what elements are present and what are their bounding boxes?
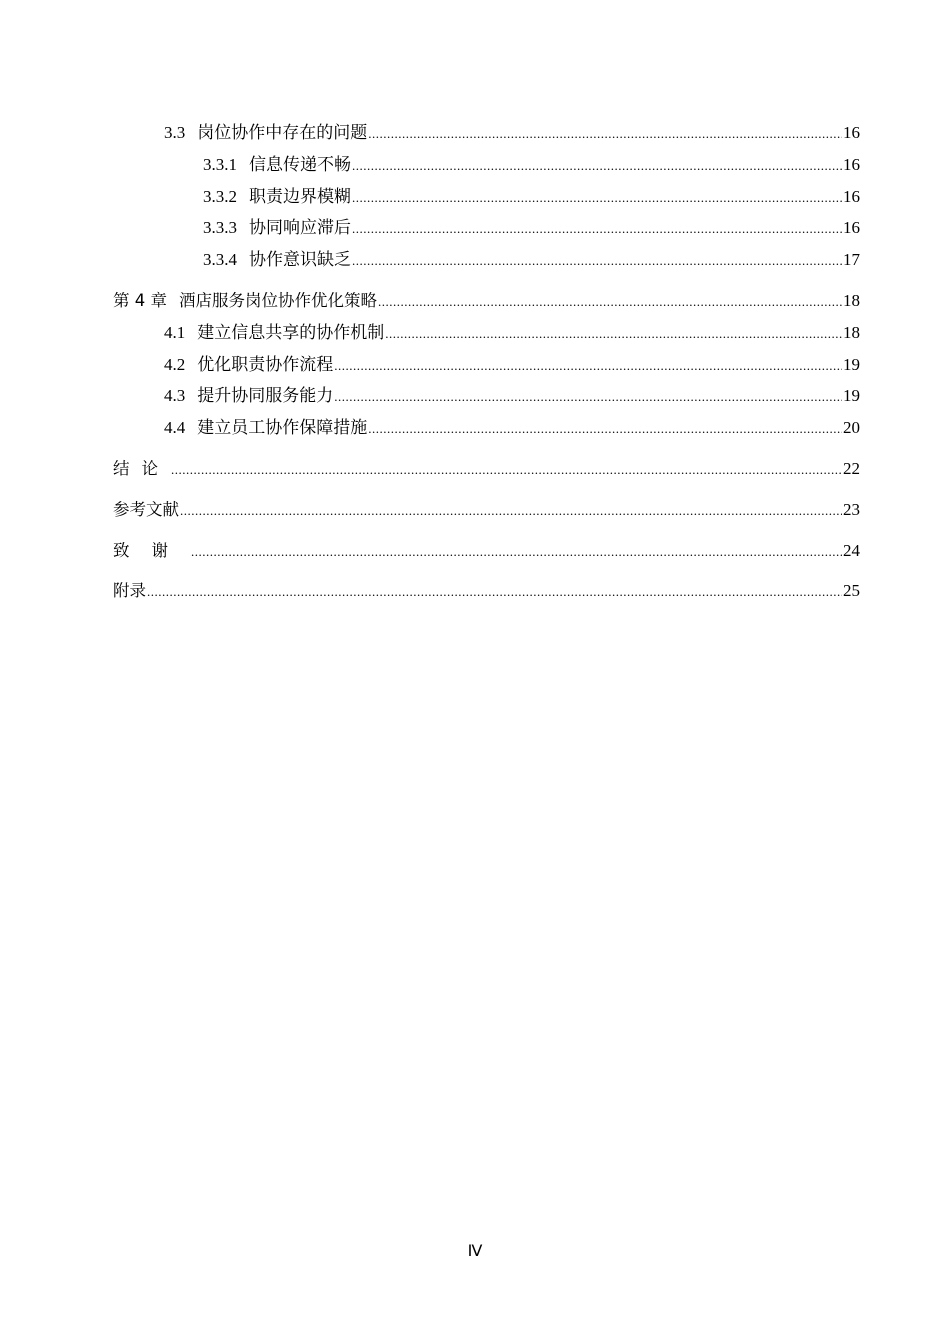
toc-dot-leader	[352, 182, 842, 214]
toc-dot-leader	[352, 245, 842, 277]
toc-entry-title: 协作意识缺乏	[249, 250, 351, 270]
toc-entry-number: 4.1	[164, 322, 186, 342]
toc-dot-leader	[385, 318, 842, 350]
toc-entry-title: 建立信息共享的协作机制	[197, 322, 385, 342]
toc-entry-title: 建立员工协作保障措施	[197, 418, 368, 438]
toc-entry-page: 18	[843, 290, 860, 310]
toc-entry-title: 致谢	[113, 540, 190, 560]
toc-entry-number: 第 4 章	[113, 290, 167, 310]
toc-entry-title: 结论	[113, 458, 170, 478]
toc-entry-title: 优化职责协作流程	[197, 354, 334, 374]
toc-dot-leader	[171, 454, 842, 486]
toc-entry-page: 18	[843, 322, 860, 342]
toc-entry-page: 16	[843, 154, 860, 174]
toc-entry-4-1	[113, 317, 860, 349]
toc-dot-leader	[180, 495, 842, 527]
toc-dot-leader	[334, 350, 842, 382]
toc-entry-3-3-4	[113, 244, 860, 276]
toc-entry-page: 16	[843, 218, 860, 238]
toc-entry-number: 3.3	[164, 123, 186, 142]
toc-entry-title: 信息传递不畅	[249, 154, 351, 174]
toc-entry-title: 酒店服务岗位协作优化策略	[179, 290, 377, 310]
toc-entry-3-3-3	[113, 212, 860, 244]
toc-entry-conclusion	[113, 453, 860, 485]
toc-entry-page: 24	[843, 540, 860, 560]
toc-dot-leader	[147, 576, 842, 608]
toc-entry-page: 16	[843, 123, 860, 142]
toc-entry-title: 参考文献	[113, 499, 179, 519]
toc-entry-page: 20	[843, 418, 860, 438]
toc-entry-number: 3.3.3	[203, 218, 237, 238]
toc-entry-acknowledgements	[113, 535, 860, 567]
toc-entry-number: 4.2	[164, 354, 186, 374]
toc-entry-4-4	[113, 412, 860, 444]
toc-entry-number: 4.3	[164, 386, 186, 406]
toc-dot-leader	[352, 150, 842, 182]
toc-entry-page: 19	[843, 386, 860, 406]
toc-entry-3-3-2	[113, 181, 860, 213]
toc-dot-leader	[378, 286, 842, 318]
toc-entry-page: 16	[843, 186, 860, 206]
page-number: Ⅳ	[467, 1243, 483, 1260]
table-of-contents	[113, 117, 860, 607]
toc-entry-title: 附录	[113, 581, 146, 601]
toc-entry-chapter-4	[113, 285, 860, 317]
toc-entry-3-3-1	[113, 149, 860, 181]
toc-entry-4-2	[113, 349, 860, 381]
toc-entry-page: 19	[843, 354, 860, 374]
toc-dot-leader	[191, 536, 842, 568]
toc-entry-page: 25	[843, 581, 860, 601]
toc-entry-page: 23	[843, 499, 860, 519]
toc-entry-page: 22	[843, 458, 860, 478]
toc-entry-page: 17	[843, 250, 860, 270]
toc-dot-leader	[334, 381, 842, 413]
toc-entry-title: 提升协同服务能力	[197, 386, 334, 406]
toc-entry-number: 4.4	[164, 418, 186, 438]
toc-dot-leader	[352, 213, 842, 245]
toc-entry-references	[113, 494, 860, 526]
toc-entry-title: 职责边界模糊	[249, 186, 351, 206]
toc-entry-4-3	[113, 380, 860, 412]
toc-entry-title: 协同响应滞后	[249, 218, 351, 238]
toc-entry-number: 3.3.1	[203, 154, 237, 174]
toc-entry-number: 3.3.2	[203, 186, 237, 206]
toc-entry-3-3	[113, 117, 860, 149]
toc-entry-number: 3.3.4	[203, 250, 237, 270]
toc-entry-appendix	[113, 575, 860, 607]
toc-dot-leader	[368, 413, 842, 445]
toc-entry-title: 岗位协作中存在的问题	[197, 123, 368, 142]
toc-dot-leader	[368, 118, 842, 150]
